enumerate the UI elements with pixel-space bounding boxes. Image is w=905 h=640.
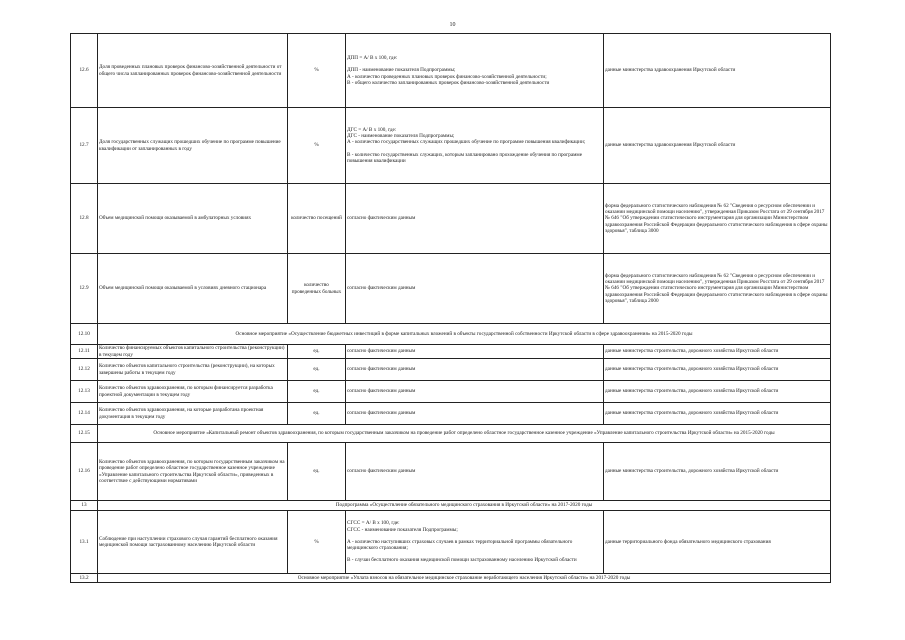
calculation-method [346, 403, 604, 425]
calculation-method [346, 34, 604, 108]
calculation-method [346, 443, 604, 501]
method-line: согласно фактическим данным [347, 285, 416, 292]
indicator-name: Соблюдение при наступлении страхового случая гарантий бесплатного оказания медицинской помощи застрахованному населению Иркутской области [98, 511, 288, 574]
indicator-name: Количество объектов здравоохранения, по которым финансируется разработка проектной документации в текущем году [98, 381, 288, 403]
unit-of-measure: количество посещений [288, 184, 346, 254]
row-number: 12.14 [71, 403, 98, 425]
unit-of-measure: ед. [288, 443, 346, 501]
method-line: согласно фактическим данным [347, 348, 416, 355]
indicator-name: Количество объектов здравоохранения, на которые разработана проектная документация в текущем году [98, 403, 288, 425]
data-source: данные министерства строительства, дорожного хозяйства Иркутской области [604, 403, 831, 425]
indicator-name: Доля государственных служащих прошедших обучение по программе повышение квалификации от запланированных в году [98, 108, 288, 184]
row-number: 12.9 [71, 254, 98, 324]
indicators-table-body [71, 34, 831, 583]
section-row [71, 425, 831, 443]
unit-of-measure: ед. [288, 403, 346, 425]
section-title: Основное мероприятие «Капитальный ремонт объектов здравоохранения, по которым государственным заказчиком на проведение работ определено областное государственное казенное учреждение «Управление капитального строительства Иркутской области» на 2015-2020 годы [98, 425, 831, 443]
method-line: согласно фактическим данным [347, 410, 416, 417]
table-row [71, 359, 831, 381]
section-row [71, 574, 831, 583]
row-number: 13.2 [71, 574, 98, 583]
row-number: 13.1 [71, 511, 98, 574]
table-row [71, 345, 831, 359]
method-line: В - случаи бесплатного оказания медицинской помощи застрахованному населению Иркутской области [347, 557, 577, 564]
indicator-name: Объем медицинской помощи оказываемой в амбулаторных условиях [98, 184, 288, 254]
method-line: согласно фактическим данным [347, 388, 416, 395]
indicator-name: Количество финансируемых объектов капитального строительства (реконструкции) в текущем году [98, 345, 288, 359]
unit-of-measure: % [288, 34, 346, 108]
method-line: СГСС = А/ В х 100, где: [347, 520, 400, 527]
row-number: 12.7 [71, 108, 98, 184]
table-row [71, 443, 831, 501]
indicator-name: Количество объектов капитального строительства (реконструкции), на которых завершены работы в текущем году [98, 359, 288, 381]
section-title: Основное мероприятие «Уплата взносов на обязательное медицинское страхование неработающего населения Иркутской области» на 2017-2020 годы [98, 574, 831, 583]
row-number: 12.6 [71, 34, 98, 108]
method-line: А - количество наступивших страховых случаев в рамках территориальной программы обязательного медицинского страхования; [347, 538, 573, 552]
table-row [71, 108, 831, 184]
method-line: ДГС - наименование показателя Подпрограммы; [347, 133, 455, 140]
calculation-method [346, 359, 604, 381]
table-row [71, 511, 831, 574]
calculation-method [346, 511, 604, 574]
method-line: СГСС - наименование показателя Подпрограммы; [347, 526, 458, 533]
indicator-name: Объем медицинской помощи оказываемой в условиях дневного стационара [98, 254, 288, 324]
method-line: ДПП = А/ В х 100, где: [347, 54, 398, 61]
method-line: В - общего количество запланированных проверок финансово-хозяйственной деятельности [347, 79, 550, 86]
method-line: согласно фактическим данным [347, 366, 416, 373]
method-line: А - количество проведенных плановых проверок финансово-хозяйственной деятельности; [347, 73, 547, 80]
row-number: 13 [71, 501, 98, 511]
section-row [71, 324, 831, 345]
method-line: В - количество государственных служащих, которым запланировано прохождение обучения по программе повышения квалификации [347, 151, 583, 164]
indicator-name: Доля проведенных плановых проверок финансово-хозяйственной деятельности от общего числа запланированных проверок финансово-хозяйственной деятельности [98, 34, 288, 108]
method-line: А - количество государственных служащих прошедших обучение по программе повышения квалификации; [347, 139, 586, 146]
section-row [71, 501, 831, 511]
unit-of-measure: количество проведенных больных [288, 254, 346, 324]
data-source: данные министерства здравоохранения Иркутской области [604, 34, 831, 108]
row-number: 12.13 [71, 381, 98, 403]
table-row [71, 34, 831, 108]
data-source: форма федерального статистического наблюдения № 62 "Сведения о ресурсном обеспечении и оказании медицинской помощи населению", утвержденная Приказом Росстата от 29 сентября 2017 № 646 "Об утверждении статистического инструментария для организации Министерством здравоохранения Российской Федерации федерального статистического наблюдения в сфере охраны здоровья", таблица 3000 [604, 184, 831, 254]
data-source: данные министерства здравоохранения Иркутской области [604, 108, 831, 184]
unit-of-measure: ед. [288, 381, 346, 403]
row-number: 12.8 [71, 184, 98, 254]
indicator-name: Количество объектов здравоохранения, по которым государственным заказчиком на проведение работ определено областное государственное казенное учреждение «Управление капитального строительства Иркутской области», приведенных в соответствие с действующими нормативами [98, 443, 288, 501]
row-number: 12.16 [71, 443, 98, 501]
method-line: ДПП - наименование показателя Подпрограммы; [347, 67, 456, 74]
calculation-method [346, 381, 604, 403]
method-line: согласно фактическим данным [347, 468, 416, 475]
calculation-method [346, 184, 604, 254]
table-row [71, 184, 831, 254]
data-source: данные министерства строительства, дорожного хозяйства Иркутской области [604, 359, 831, 381]
section-title: Основное мероприятие «Осуществление бюджетных инвестиций в форме капитальных вложений в объекты государственной собственности Иркутской области в сфере здравоохранения» на 2015-2020 годы [98, 324, 831, 345]
calculation-method [346, 108, 604, 184]
calculation-method [346, 345, 604, 359]
data-source: данные министерства строительства, дорожного хозяйства Иркутской области [604, 381, 831, 403]
data-source: данные территориального фонда обязательного медицинского страхования [604, 511, 831, 574]
data-source: данные министерства строительства, дорожного хозяйства Иркутской области [604, 443, 831, 501]
unit-of-measure: ед. [288, 345, 346, 359]
data-source: форма федерального статистического наблюдения № 62 "Сведения о ресурсном обеспечении и оказании медицинской помощи населению", утвержденная Приказом Росстата от 29 сентября 2017 № 646 "Об утверждении статистического инструментария для организации Министерством здравоохранения Российской Федерации федерального статистического наблюдения в сфере охраны здоровья", таблица 2000 [604, 254, 831, 324]
method-line: ДГС = А/ В х 100, где: [347, 126, 397, 133]
row-number: 12.12 [71, 359, 98, 381]
method-line: согласно фактическим данным [347, 215, 416, 222]
row-number: 12.10 [71, 324, 98, 345]
table-row [71, 381, 831, 403]
calculation-method [346, 254, 604, 324]
unit-of-measure: % [288, 108, 346, 184]
unit-of-measure: % [288, 511, 346, 574]
row-number: 12.15 [71, 425, 98, 443]
unit-of-measure: ед. [288, 359, 346, 381]
row-number: 12.11 [71, 345, 98, 359]
page-number: 10 [449, 22, 456, 28]
table-row [71, 254, 831, 324]
indicators-table [70, 33, 831, 583]
table-row [71, 403, 831, 425]
section-title: Подпрограмма «Осуществление обязательного медицинского страхования в Иркутской области» на 2017-2020 годы [98, 501, 831, 511]
data-source: данные министерства строительства, дорожного хозяйства Иркутской области [604, 345, 831, 359]
